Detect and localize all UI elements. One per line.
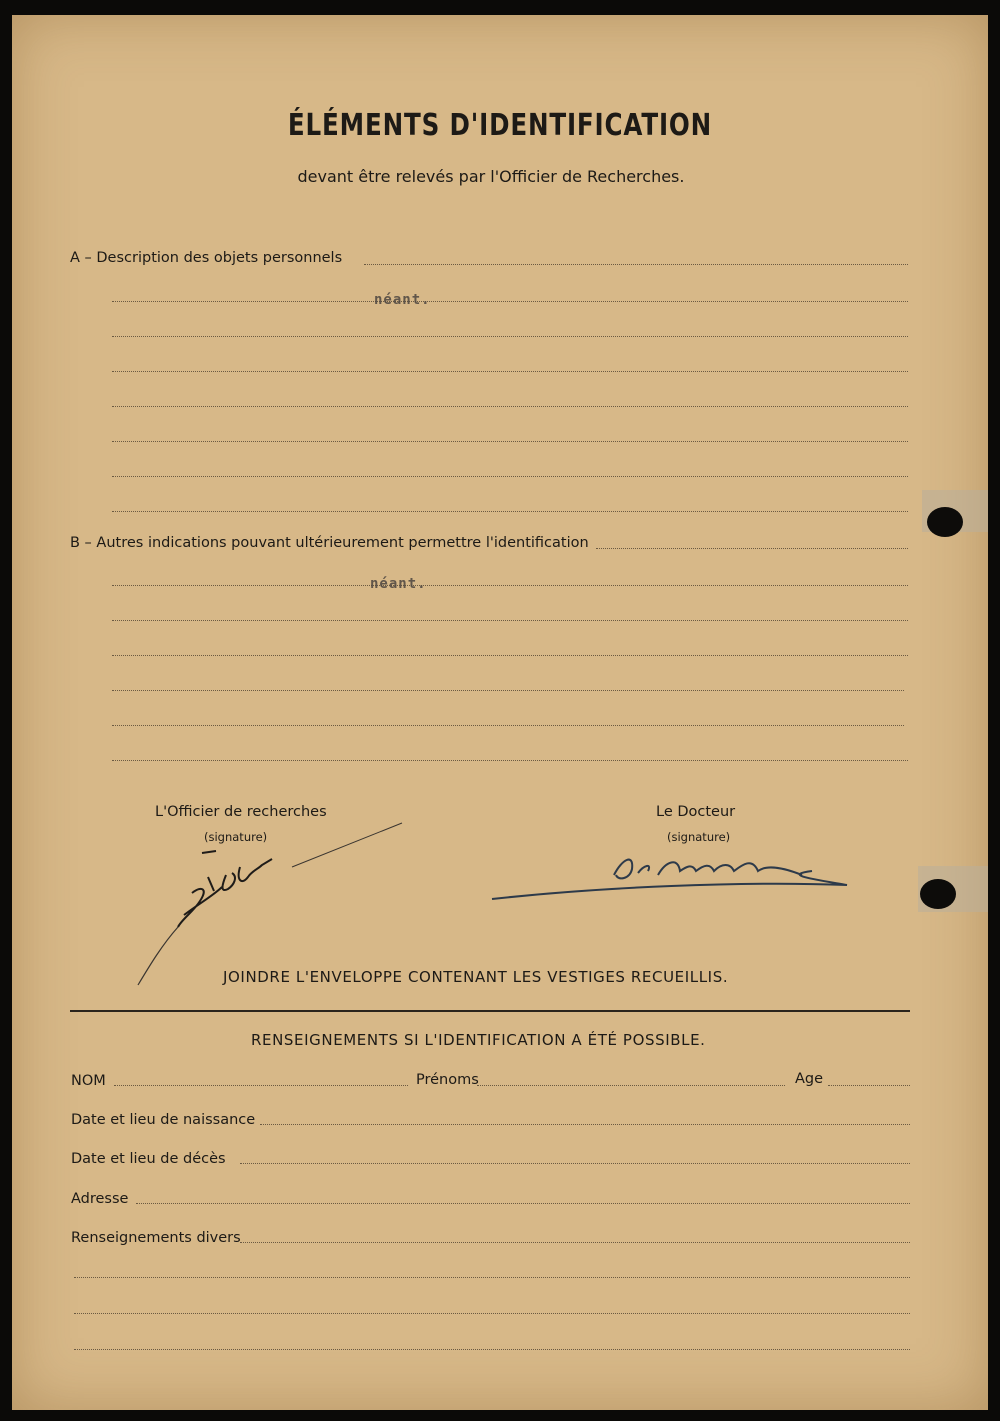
identification-heading: RENSEIGNEMENTS SI L'IDENTIFICATION A ÉTÉ POSSIBLE. xyxy=(251,1031,706,1049)
section-b-line xyxy=(112,690,904,691)
divers-line xyxy=(74,1277,910,1278)
age-line xyxy=(828,1085,910,1086)
age-label: Age xyxy=(795,1071,824,1087)
section-a-label: A – Description des objets personnels xyxy=(70,250,343,266)
prenoms-line xyxy=(477,1085,785,1086)
adresse-label: Adresse xyxy=(71,1191,129,1207)
doctor-signature-caption: (signature) xyxy=(667,830,731,844)
form-sheet xyxy=(12,15,988,1410)
nom-label: NOM xyxy=(71,1073,106,1089)
divers-label: Renseignements divers xyxy=(71,1230,241,1246)
punch-hole xyxy=(920,879,956,909)
nom-line xyxy=(114,1085,408,1086)
section-b-line xyxy=(112,620,908,621)
section-a-line xyxy=(112,371,908,372)
section-a-line xyxy=(364,264,908,265)
page-subtitle: devant être relevés par l'Officier de Recherches. xyxy=(297,167,685,186)
doctor-title: Le Docteur xyxy=(656,804,736,820)
section-b-label: B – Autres indications pouvant ultérieurement permettre l'identification xyxy=(70,535,589,551)
divers-line xyxy=(74,1313,910,1314)
divers-line xyxy=(240,1242,910,1243)
section-a-line xyxy=(112,336,908,337)
section-a-line xyxy=(112,441,908,442)
section-b-line xyxy=(112,585,908,586)
section-b-line xyxy=(112,655,908,656)
deces-label: Date et lieu de décès xyxy=(71,1151,226,1167)
section-a-line xyxy=(112,406,908,407)
officer-signature-caption: (signature) xyxy=(204,830,268,844)
section-a-line xyxy=(112,511,908,512)
naissance-label: Date et lieu de naissance xyxy=(71,1112,256,1128)
officer-title: L'Officier de recherches xyxy=(155,804,327,820)
section-b-line xyxy=(112,760,908,761)
section-b-line xyxy=(112,725,904,726)
prenoms-label: Prénoms xyxy=(416,1072,479,1088)
section-a-line xyxy=(112,301,908,302)
section-a-line xyxy=(112,476,908,477)
deces-line xyxy=(240,1163,910,1164)
divers-line xyxy=(74,1349,910,1350)
naissance-line xyxy=(260,1124,910,1125)
page-title: ÉLÉMENTS D'IDENTIFICATION xyxy=(287,108,713,143)
section-divider xyxy=(70,1010,910,1012)
section-b-line xyxy=(596,548,908,549)
instruction-text: JOINDRE L'ENVELOPPE CONTENANT LES VESTIGES RECUEILLIS. xyxy=(223,968,729,986)
section-a-typed-value: néant. xyxy=(374,292,431,308)
doctor-signature xyxy=(482,845,862,915)
punch-hole xyxy=(927,507,963,537)
adresse-line xyxy=(136,1203,910,1204)
section-b-typed-value: néant. xyxy=(370,576,427,592)
